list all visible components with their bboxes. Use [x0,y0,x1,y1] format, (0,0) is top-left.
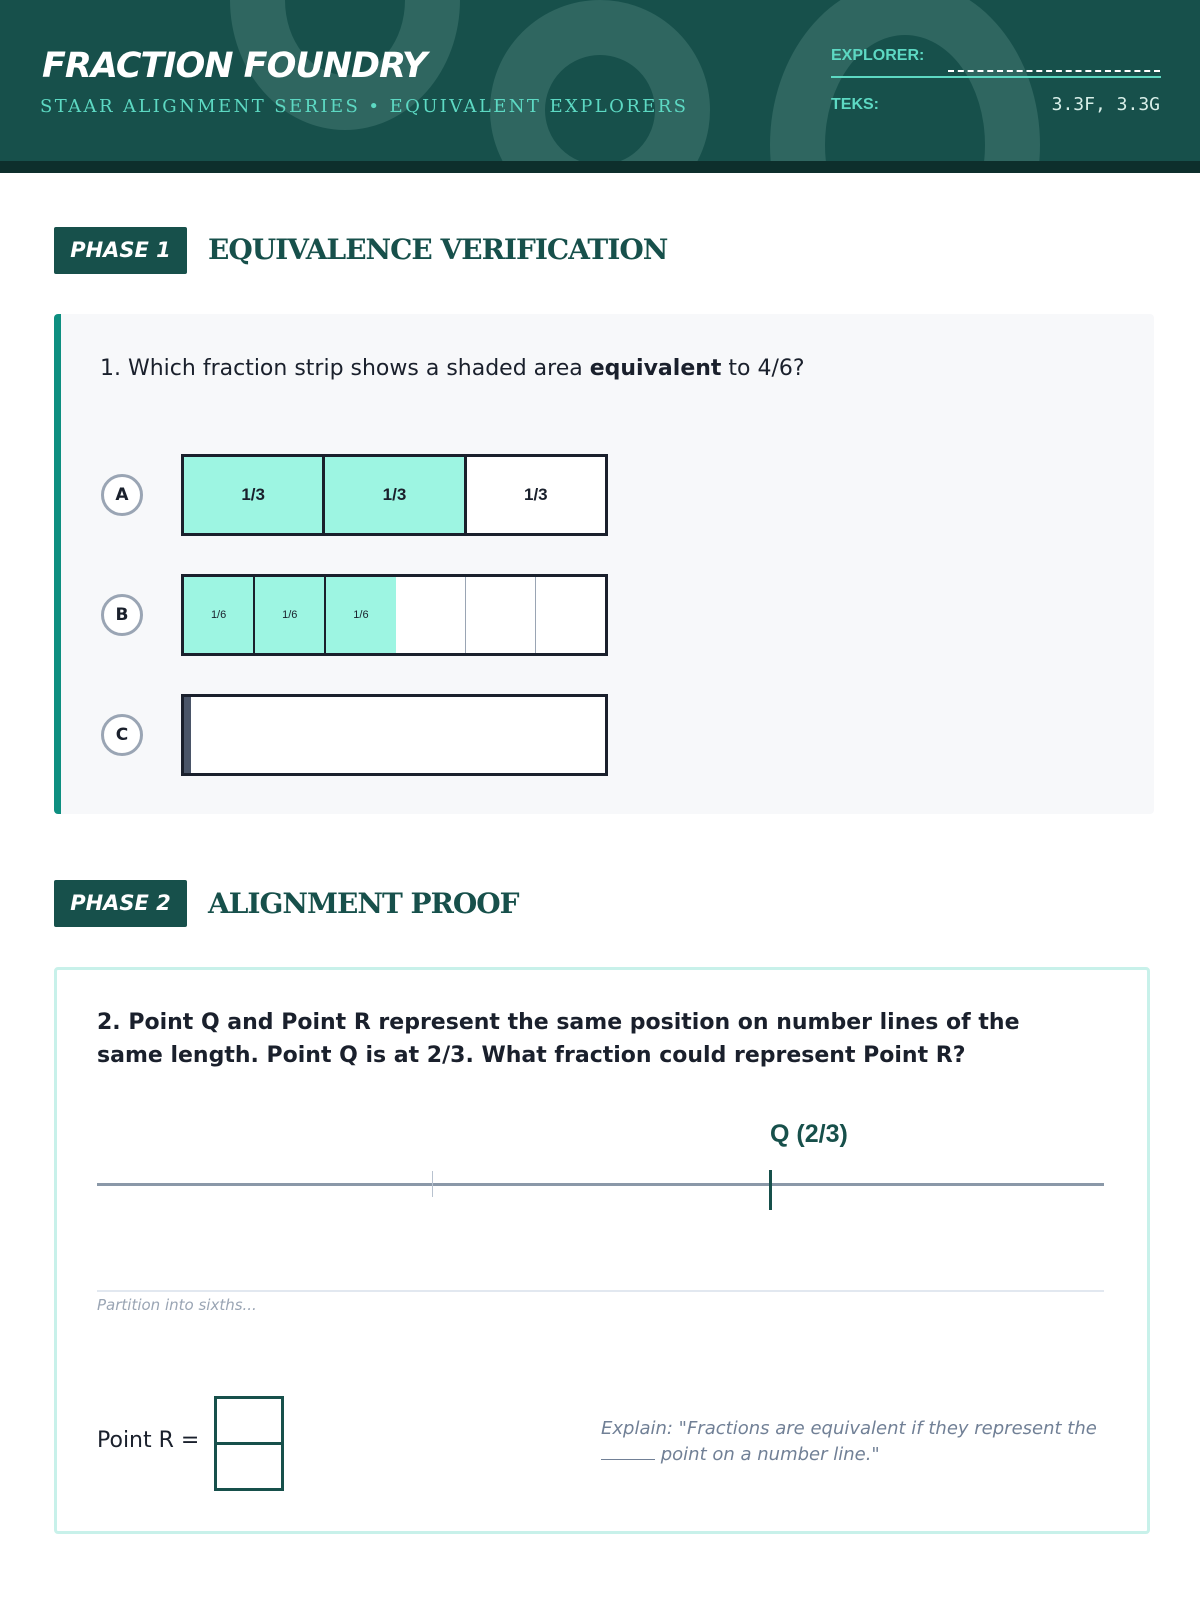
worksheet-subtitle: STAAR ALIGNMENT SERIES • EQUIVALENT EXPLORERS [40,96,689,117]
number-line [97,1183,1104,1186]
question2-text: 2. Point Q and Point R represent the same position on number lines of the same length. Point Q is at 2/3. What fraction could represent Point R? [97,1010,1020,1068]
numerator-answer-box[interactable] [214,1396,284,1445]
explorer-label: EXPLORER: [831,47,925,64]
explorer-underline [831,76,1161,78]
strip-cell: 1/3 [322,457,463,533]
option-b-strip[interactable] [181,574,608,656]
option-c-strip[interactable] [181,694,608,776]
option-c-circle[interactable]: C [101,714,143,756]
strip-cell [396,577,465,653]
strip-cell: 1/6 [184,577,253,653]
number-line-tick [432,1171,433,1197]
teks-label: TEKS: [831,96,879,113]
decorative-ring [770,0,1040,161]
strip-edge-mark [184,697,191,773]
partition-work-line[interactable] [97,1290,1104,1292]
strip-cell: 1/3 [184,457,322,533]
option-a-circle[interactable]: A [101,474,143,516]
strip-cell: 1/3 [464,457,605,533]
partition-hint: Partition into sixths... [97,1296,257,1314]
point-q-label: Q (2/3) [770,1120,848,1148]
phase1-title: EQUIVALENCE VERIFICATION [208,233,668,266]
point-q-marker [769,1170,772,1210]
strip-cell: 1/6 [324,577,395,653]
explorer-name-field[interactable] [948,70,1160,72]
denominator-answer-box[interactable] [214,1442,284,1491]
phase1-badge: PHASE 1 [54,227,187,274]
explain-prompt: Explain: "Fractions are equivalent if they represent the point on a number line." [601,1418,1097,1465]
option-a-strip[interactable] [181,454,608,536]
question1-text: 1. Which fraction strip shows a shaded area equivalent to 4/6? [100,356,805,381]
point-r-label: Point R = [97,1428,200,1453]
phase2-title: ALIGNMENT PROOF [208,887,519,920]
teks-value: 3.3F, 3.3G [1051,94,1160,115]
header-banner [0,0,1200,161]
worksheet-title: FRACTION FOUNDRY [42,46,427,86]
strip-cell: 1/6 [253,577,324,653]
strip-cell [535,577,605,653]
option-b-circle[interactable]: B [101,594,143,636]
phase2-badge: PHASE 2 [54,880,187,927]
strip-cell [465,577,535,653]
question1-emphasis: equivalent [589,356,722,381]
header-bottom-bar [0,161,1200,173]
decorative-ring [490,0,710,161]
explain-blank[interactable] [601,1445,655,1460]
